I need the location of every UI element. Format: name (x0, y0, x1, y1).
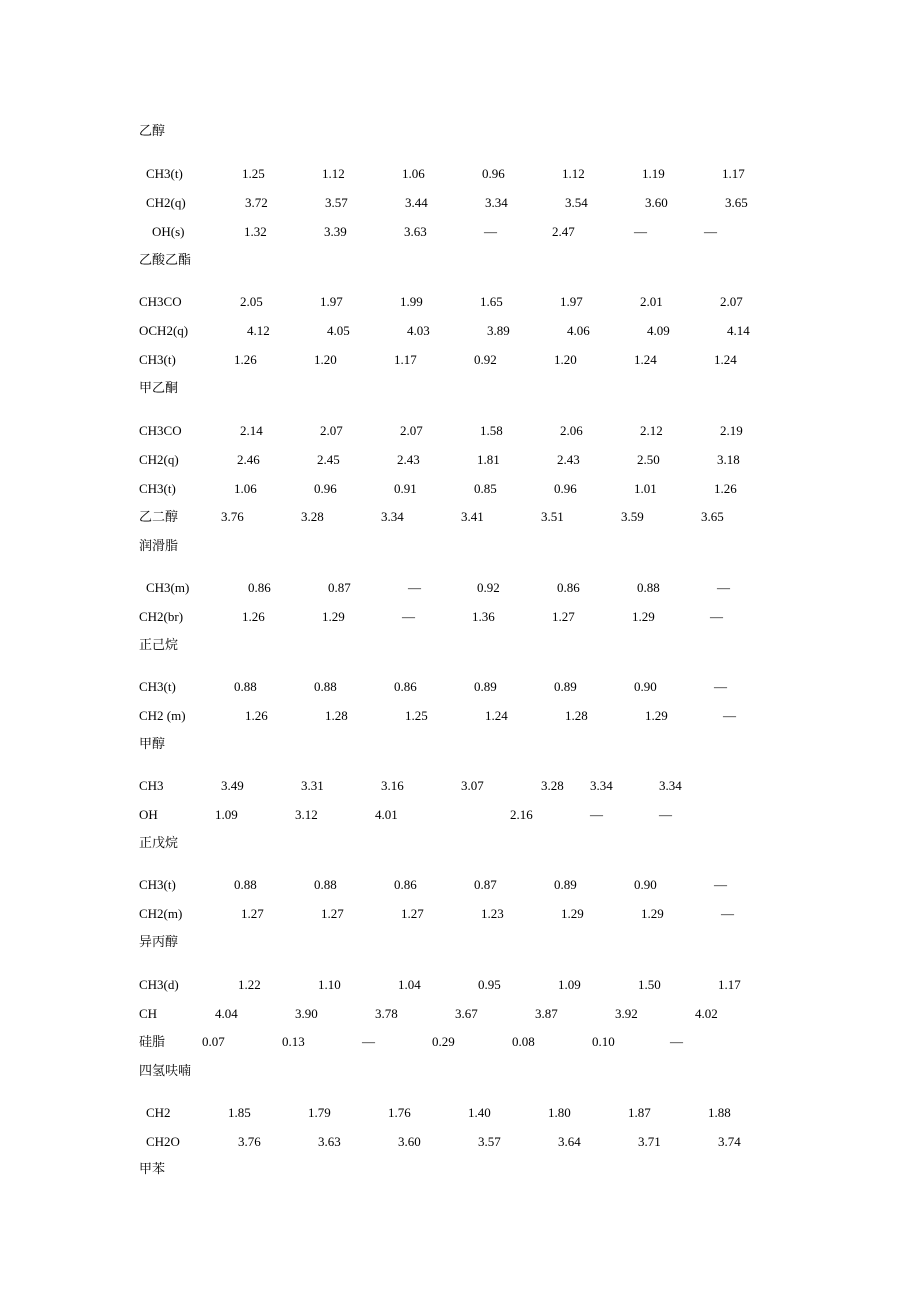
value-cell: 0.88 (234, 877, 257, 892)
value-cell: 0.10 (592, 1034, 615, 1049)
value-cell: 3.72 (245, 195, 268, 210)
value-cell: 2.50 (637, 452, 660, 467)
row-label: CH3CO (139, 423, 182, 438)
value-cell: 1.79 (308, 1105, 331, 1120)
value-cell: 1.87 (628, 1105, 651, 1120)
value-cell: 2.07 (400, 423, 423, 438)
row-label: CH3(t) (139, 481, 176, 496)
value-cell: — (408, 580, 421, 595)
value-cell: 2.06 (560, 423, 583, 438)
value-cell: 3.87 (535, 1006, 558, 1021)
value-cell: 1.09 (558, 977, 581, 992)
value-cell: 3.34 (485, 195, 508, 210)
row-label: CH3(d) (139, 977, 179, 992)
value-cell: 1.81 (477, 452, 500, 467)
row-label: CH3(m) (146, 580, 190, 595)
value-cell: 3.51 (541, 509, 564, 524)
value-cell: 4.09 (647, 323, 670, 338)
value-cell: 1.76 (388, 1105, 411, 1120)
value-cell: 1.29 (645, 708, 668, 723)
value-cell: 1.24 (485, 708, 508, 723)
value-cell: 2.05 (240, 294, 263, 309)
value-cell: 3.31 (301, 778, 324, 793)
value-cell: 0.86 (557, 580, 580, 595)
value-cell: — (402, 609, 415, 624)
value-cell: 0.86 (394, 877, 417, 892)
value-cell: 0.08 (512, 1034, 535, 1049)
value-cell: 4.06 (567, 323, 590, 338)
value-cell: 1.40 (468, 1105, 491, 1120)
value-cell: 3.89 (487, 323, 510, 338)
value-cell: 0.95 (478, 977, 501, 992)
value-cell: 1.26 (245, 708, 268, 723)
row-label: 乙二醇 (139, 509, 179, 524)
value-cell: 1.25 (405, 708, 428, 723)
value-cell: 3.57 (478, 1134, 501, 1149)
value-cell: 3.28 (541, 778, 564, 793)
value-cell: 1.22 (238, 977, 261, 992)
value-cell: 4.14 (727, 323, 750, 338)
row-label: CH (139, 1006, 158, 1021)
value-cell: 3.59 (621, 509, 644, 524)
value-cell: 0.87 (474, 877, 497, 892)
value-cell: 1.80 (548, 1105, 571, 1120)
table-row (0, 1034, 920, 1050)
value-cell: 0.13 (282, 1034, 305, 1049)
table-row (0, 1006, 920, 1022)
value-cell: 2.47 (552, 224, 575, 239)
section-title: 甲乙酮 (139, 380, 179, 395)
value-cell: 1.88 (708, 1105, 731, 1120)
value-cell: 1.10 (318, 977, 341, 992)
value-cell: 3.49 (221, 778, 244, 793)
table-row (0, 778, 920, 794)
value-cell: 1.27 (401, 906, 424, 921)
value-cell: 2.16 (510, 807, 533, 822)
table-row (0, 609, 920, 625)
value-cell: 1.24 (714, 352, 737, 367)
value-cell: 0.90 (634, 877, 657, 892)
value-cell: 1.29 (561, 906, 584, 921)
value-cell: 0.86 (394, 679, 417, 694)
value-cell: 3.16 (381, 778, 404, 793)
value-cell: 3.64 (558, 1134, 581, 1149)
value-cell: 2.45 (317, 452, 340, 467)
value-cell: 1.85 (228, 1105, 251, 1120)
table-row (0, 807, 920, 823)
table-row (0, 509, 920, 525)
value-cell: 1.29 (632, 609, 655, 624)
value-cell: 1.12 (562, 166, 585, 181)
table-row (0, 679, 920, 695)
row-label: OH (139, 807, 158, 822)
table-row (0, 708, 920, 724)
value-cell: 3.34 (590, 778, 613, 793)
value-cell: 1.26 (234, 352, 257, 367)
value-cell: 2.43 (397, 452, 420, 467)
value-cell: 3.60 (398, 1134, 421, 1149)
value-cell: — (714, 877, 727, 892)
value-cell: 0.88 (637, 580, 660, 595)
row-label: OH(s) (152, 224, 185, 239)
value-cell: 0.88 (314, 679, 337, 694)
value-cell: 1.36 (472, 609, 495, 624)
section-title: 正己烷 (139, 637, 179, 652)
table-row (0, 423, 920, 439)
value-cell: 2.01 (640, 294, 663, 309)
section-title: 乙酸乙酯 (139, 252, 192, 267)
value-cell: 2.12 (640, 423, 663, 438)
table-row (0, 1134, 920, 1150)
value-cell: — (710, 609, 723, 624)
row-label: CH3CO (139, 294, 182, 309)
value-cell: — (670, 1034, 683, 1049)
value-cell: 4.04 (215, 1006, 238, 1021)
value-cell: 0.29 (432, 1034, 455, 1049)
value-cell: 2.46 (237, 452, 260, 467)
row-label: CH2O (146, 1134, 180, 1149)
value-cell: 3.44 (405, 195, 428, 210)
value-cell: 0.96 (554, 481, 577, 496)
value-cell: 1.99 (400, 294, 423, 309)
value-cell: 1.27 (552, 609, 575, 624)
value-cell: 1.29 (322, 609, 345, 624)
value-cell: 1.17 (718, 977, 741, 992)
value-cell: 3.65 (701, 509, 724, 524)
row-label: CH2(q) (146, 195, 186, 210)
row-label: CH3 (139, 778, 164, 793)
value-cell: 3.65 (725, 195, 748, 210)
value-cell: — (721, 906, 734, 921)
value-cell: 1.17 (394, 352, 417, 367)
value-cell: — (362, 1034, 375, 1049)
value-cell: 0.96 (314, 481, 337, 496)
table-row (0, 877, 920, 893)
value-cell: — (717, 580, 730, 595)
value-cell: 0.88 (234, 679, 257, 694)
value-cell: 1.65 (480, 294, 503, 309)
table-row (0, 224, 920, 240)
value-cell: 2.07 (720, 294, 743, 309)
section-title: 异丙醇 (139, 934, 179, 949)
value-cell: 1.20 (554, 352, 577, 367)
value-cell: 4.01 (375, 807, 398, 822)
value-cell: 4.03 (407, 323, 430, 338)
value-cell: 1.25 (242, 166, 265, 181)
value-cell: 3.60 (645, 195, 668, 210)
row-label: OCH2(q) (139, 323, 189, 338)
value-cell: 3.39 (324, 224, 347, 239)
value-cell: 1.06 (402, 166, 425, 181)
value-cell: 0.96 (482, 166, 505, 181)
row-label: CH2(br) (139, 609, 184, 624)
row-label: CH3(t) (139, 877, 176, 892)
value-cell: 1.97 (560, 294, 583, 309)
table-row (0, 352, 920, 368)
value-cell: 3.76 (238, 1134, 261, 1149)
row-label: CH3(t) (139, 679, 176, 694)
value-cell: — (714, 679, 727, 694)
value-cell: 1.27 (321, 906, 344, 921)
row-label: CH2(m) (139, 906, 183, 921)
row-label: CH3(t) (146, 166, 183, 181)
value-cell: 0.88 (314, 877, 337, 892)
table-row (0, 294, 920, 310)
row-label: CH2 (146, 1105, 171, 1120)
value-cell: 2.19 (720, 423, 743, 438)
value-cell: 3.63 (318, 1134, 341, 1149)
value-cell: — (704, 224, 717, 239)
value-cell: 3.63 (404, 224, 427, 239)
value-cell: 3.74 (718, 1134, 741, 1149)
value-cell: 3.71 (638, 1134, 661, 1149)
row-label: 硅脂 (139, 1034, 166, 1049)
value-cell: — (659, 807, 672, 822)
row-label: CH2(q) (139, 452, 179, 467)
value-cell: 3.76 (221, 509, 244, 524)
table-row (0, 166, 920, 182)
section-title: 甲醇 (139, 736, 166, 751)
section-title: 四氢呋喃 (139, 1063, 192, 1078)
value-cell: 1.24 (634, 352, 657, 367)
value-cell: 0.89 (554, 679, 577, 694)
value-cell: — (590, 807, 603, 822)
value-cell: 4.12 (247, 323, 270, 338)
value-cell: 3.92 (615, 1006, 638, 1021)
value-cell: 1.58 (480, 423, 503, 438)
value-cell: 3.12 (295, 807, 318, 822)
value-cell: 1.12 (322, 166, 345, 181)
table-row (0, 452, 920, 468)
table-row (0, 906, 920, 922)
row-label: CH2 (m) (139, 708, 186, 723)
value-cell: 1.26 (242, 609, 265, 624)
value-cell: 0.07 (202, 1034, 225, 1049)
row-label: CH3(t) (139, 352, 176, 367)
value-cell: 1.01 (634, 481, 657, 496)
value-cell: 0.92 (474, 352, 497, 367)
value-cell: 1.32 (244, 224, 267, 239)
section-title: 乙醇 (139, 123, 166, 138)
section-title: 甲苯 (139, 1161, 166, 1176)
value-cell: 2.43 (557, 452, 580, 467)
value-cell: 1.50 (638, 977, 661, 992)
value-cell: 1.06 (234, 481, 257, 496)
value-cell: 1.26 (714, 481, 737, 496)
value-cell: 0.89 (554, 877, 577, 892)
value-cell: 3.34 (381, 509, 404, 524)
value-cell: 3.57 (325, 195, 348, 210)
value-cell: 3.07 (461, 778, 484, 793)
value-cell: — (723, 708, 736, 723)
value-cell: 1.29 (641, 906, 664, 921)
value-cell: 3.34 (659, 778, 682, 793)
value-cell: 1.28 (565, 708, 588, 723)
value-cell: 0.92 (477, 580, 500, 595)
value-cell: 1.23 (481, 906, 504, 921)
value-cell: 0.85 (474, 481, 497, 496)
value-cell: 3.54 (565, 195, 588, 210)
value-cell: 0.90 (634, 679, 657, 694)
table-row (0, 580, 920, 596)
section-title: 润滑脂 (139, 538, 179, 553)
value-cell: 3.41 (461, 509, 484, 524)
value-cell: 0.86 (248, 580, 271, 595)
value-cell: 0.87 (328, 580, 351, 595)
value-cell: 3.90 (295, 1006, 318, 1021)
value-cell: 1.04 (398, 977, 421, 992)
value-cell: 3.67 (455, 1006, 478, 1021)
table-row (0, 977, 920, 993)
value-cell: 0.91 (394, 481, 417, 496)
table-row (0, 481, 920, 497)
value-cell: 3.28 (301, 509, 324, 524)
value-cell: 1.27 (241, 906, 264, 921)
value-cell: 0.89 (474, 679, 497, 694)
value-cell: 3.18 (717, 452, 740, 467)
table-row (0, 1105, 920, 1121)
value-cell: 4.02 (695, 1006, 718, 1021)
value-cell: 1.97 (320, 294, 343, 309)
value-cell: 3.78 (375, 1006, 398, 1021)
value-cell: 2.07 (320, 423, 343, 438)
value-cell: 1.19 (642, 166, 665, 181)
section-title: 正戊烷 (139, 835, 179, 850)
value-cell: 1.20 (314, 352, 337, 367)
value-cell: 1.28 (325, 708, 348, 723)
table-row (0, 195, 920, 211)
value-cell: 2.14 (240, 423, 263, 438)
value-cell: 4.05 (327, 323, 350, 338)
value-cell: — (484, 224, 497, 239)
value-cell: 1.09 (215, 807, 238, 822)
value-cell: 1.17 (722, 166, 745, 181)
table-row (0, 323, 920, 339)
value-cell: — (634, 224, 647, 239)
